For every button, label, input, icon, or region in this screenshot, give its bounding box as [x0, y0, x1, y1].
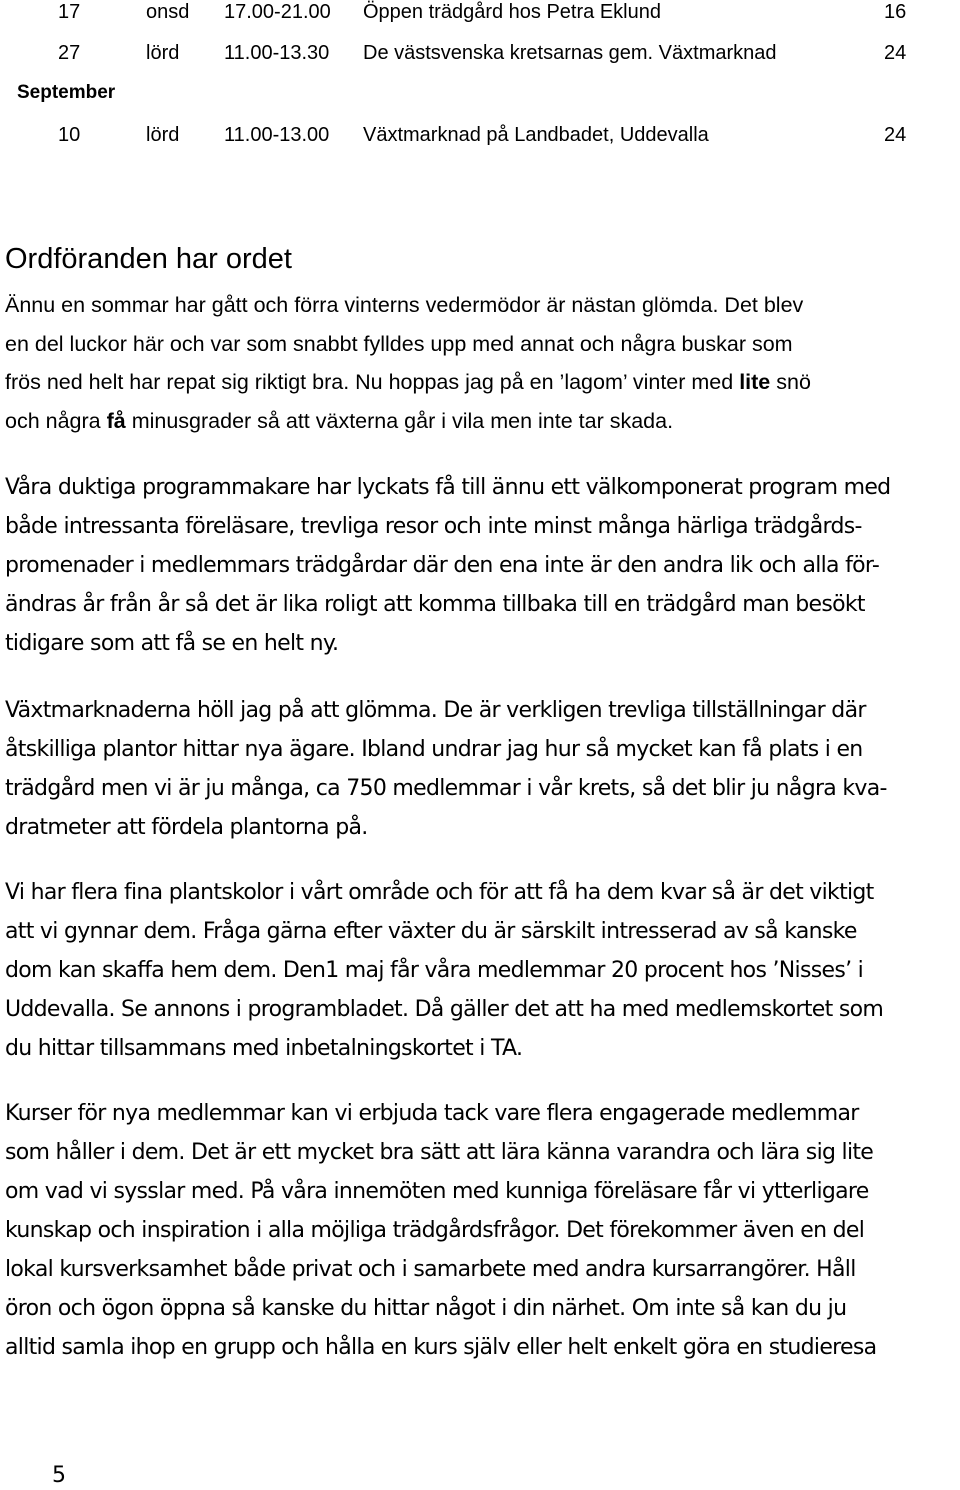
text-line: tidigare som att få se en helt ny. — [5, 631, 339, 656]
schedule-page: 16 — [884, 1, 907, 23]
text-line: kunskap och inspiration i alla möjliga trädgårdsfrågor. Det förekommer även en del — [5, 1218, 865, 1243]
schedule-row — [0, 42, 960, 70]
schedule-day: 17 — [58, 1, 81, 23]
text-line: Våra duktiga programmakare har lyckats få till ännu ett välkomponerat program med — [5, 475, 891, 500]
text-line: Vi har flera fina plantskolor i vårt område och för att få ha dem kvar så är det viktigt — [5, 880, 874, 905]
text-run: frös ned helt har repat sig riktigt bra. Nu hoppas jag på en ’lagom’ vinter med — [5, 370, 740, 394]
text-line: som håller i dem. Det är ett mycket bra sätt att lära känna varandra och lära sig lite — [5, 1140, 874, 1165]
intro-paragraph — [5, 286, 955, 440]
text-line — [5, 363, 955, 402]
schedule-time: 11.00-13.00 — [224, 124, 330, 146]
schedule-day: 27 — [58, 42, 81, 64]
schedule-page: 24 — [884, 42, 907, 64]
text-line: både intressanta föreläsare, trevliga resor och inte minst många härliga trädgårds- — [5, 514, 862, 539]
text-line: du hittar tillsammans med inbetalningskortet i TA. — [5, 1036, 523, 1061]
text-line: om vad vi sysslar med. På våra innemöten med kunniga föreläsare får vi ytterligare — [5, 1179, 869, 1204]
text-line: att vi gynnar dem. Fråga gärna efter växter du är särskilt intresserad av så kanske — [5, 919, 857, 944]
schedule-weekday: lörd — [146, 42, 180, 64]
page-number: 5 — [52, 1463, 66, 1488]
schedule-day: 10 — [58, 124, 81, 146]
schedule-row — [0, 1, 960, 29]
text-line: öron och ögon öppna så kanske du hittar något i din närhet. Om inte så kan du ju — [5, 1296, 847, 1321]
paragraph — [5, 873, 955, 1068]
text-line: lokal kursverksamhet både privat och i samarbete med andra kursarrangörer. Håll — [5, 1257, 856, 1282]
text-line: åtskilliga plantor hittar nya ägare. Ibland undrar jag hur så mycket kan få plats i en — [5, 737, 863, 762]
text-line: Kurser för nya medlemmar kan vi erbjuda tack vare flera engagerade medlemmar — [5, 1101, 859, 1126]
schedule-row — [0, 124, 960, 152]
paragraph — [5, 691, 955, 847]
section-heading: Ordföranden har ordet — [5, 243, 292, 275]
text-run: minusgrader så att växterna går i vila men inte tar skada. — [125, 408, 674, 433]
schedule-weekday: lörd — [146, 124, 180, 146]
bold-word: få — [106, 408, 126, 433]
schedule-page: 24 — [884, 124, 907, 146]
text-line: en del luckor här och var som snabbt fylldes upp med annat och några buskar som — [5, 331, 793, 356]
text-run: och några — [5, 408, 107, 433]
schedule-time: 11.00-13.30 — [224, 42, 330, 64]
text-line — [5, 402, 955, 441]
text-line: promenader i medlemmars trädgårdar där den ena inte är den andra lik och alla för- — [5, 553, 880, 578]
schedule-event: De västsvenska kretsarnas gem. Växtmarknad — [363, 42, 777, 64]
schedule-weekday: onsd — [146, 1, 190, 23]
text-line: ändras år från år så det är lika roligt att komma tillbaka till en trädgård man besökt — [5, 592, 865, 617]
schedule-event: Öppen trädgård hos Petra Eklund — [363, 1, 661, 23]
schedule-event: Växtmarknad på Landbadet, Uddevalla — [363, 124, 709, 146]
text-line: trädgård men vi är ju många, ca 750 medlemmar i vår krets, så det blir ju några kva- — [5, 776, 887, 801]
schedule-time: 17.00-21.00 — [224, 1, 331, 23]
bold-word: lite — [739, 370, 771, 394]
text-run: snö — [770, 370, 811, 394]
text-line: dom kan skaffa hem dem. Den1 maj får våra medlemmar 20 procent hos ’Nisses’ i — [5, 958, 864, 983]
text-line: alltid samla ihop en grupp och hålla en kurs själv eller helt enkelt göra en studieresa — [5, 1335, 877, 1360]
text-line: Växtmarknaderna höll jag på att glömma. De är verkligen trevliga tillställningar där — [5, 698, 866, 723]
text-line: Ännu en sommar har gått och förra vinterns vedermödor är nästan glömda. Det blev — [5, 293, 804, 317]
schedule-month-heading: September — [17, 82, 116, 103]
text-line: Uddevalla. Se annons i programbladet. Då gäller det att ha med medlemskortet som — [5, 997, 884, 1022]
text-line: dratmeter att fördela plantorna på. — [5, 815, 368, 840]
paragraph — [5, 1094, 955, 1367]
paragraph — [5, 468, 955, 663]
